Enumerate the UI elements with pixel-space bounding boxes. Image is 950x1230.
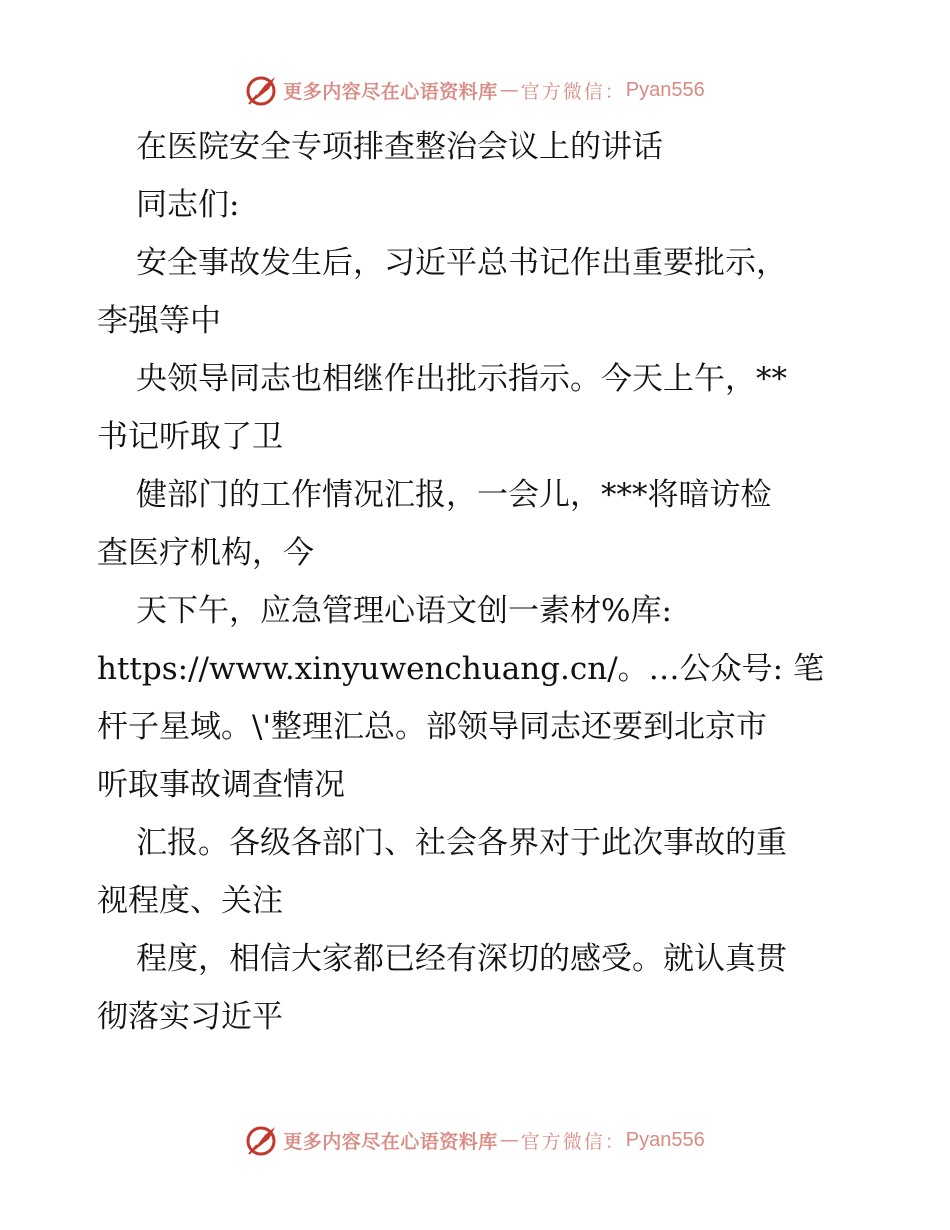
- banner-wechat-handle: Pyan556: [625, 78, 705, 101]
- feather-logo-icon: [245, 73, 279, 107]
- banner-dash: —: [499, 79, 519, 101]
- banner-wechat-handle: Pyan556: [625, 1128, 705, 1151]
- body-line: 天下午，应急管理心语文创一素材%库:: [136, 593, 672, 629]
- body-line-url: https://www.xinyuwenchuang.cn/。…公众号: 笔: [97, 651, 824, 687]
- body-line: 杆子星域。\'整理汇总。部领导同志还要到北京市: [97, 709, 767, 745]
- banner-site-text: 更多内容尽在心语资料库: [283, 80, 498, 103]
- document-body: [97, 118, 857, 1046]
- banner-site-text: 更多内容尽在心语资料库: [283, 1130, 498, 1153]
- body-line: 健部门的工作情况汇报，一会儿，***将暗访检: [136, 477, 772, 513]
- body-line: 汇报。各级各部门、社会各界对于此次事故的重: [136, 825, 787, 861]
- document-title: 在医院安全专项排查整治会议上的讲话: [136, 129, 663, 165]
- body-line: 视程度、关注: [97, 883, 283, 919]
- banner-wechat-label: 官方微信：: [520, 80, 626, 103]
- feather-logo-icon: [245, 1123, 279, 1157]
- body-line: 程度，相信大家都已经有深切的感受。就认真贯: [136, 941, 787, 977]
- banner-dash: —: [499, 1129, 519, 1151]
- banner-wechat-label: 官方微信：: [520, 1130, 626, 1153]
- body-line: 李强等中: [97, 303, 221, 339]
- salutation: 同志们:: [136, 187, 240, 223]
- body-line: 听取事故调查情况: [97, 767, 345, 803]
- body-line: 查医疗机构，今: [97, 535, 314, 571]
- body-line: 彻落实习近平: [97, 999, 283, 1035]
- body-line: 书记听取了卫: [97, 419, 283, 455]
- body-line: 央领导同志也相继作出批示指示。今天上午，**: [136, 361, 787, 397]
- body-line: 安全事故发生后，习近平总书记作出重要批示，: [136, 245, 787, 281]
- header-banner: [0, 72, 950, 108]
- footer-banner: [0, 1122, 950, 1158]
